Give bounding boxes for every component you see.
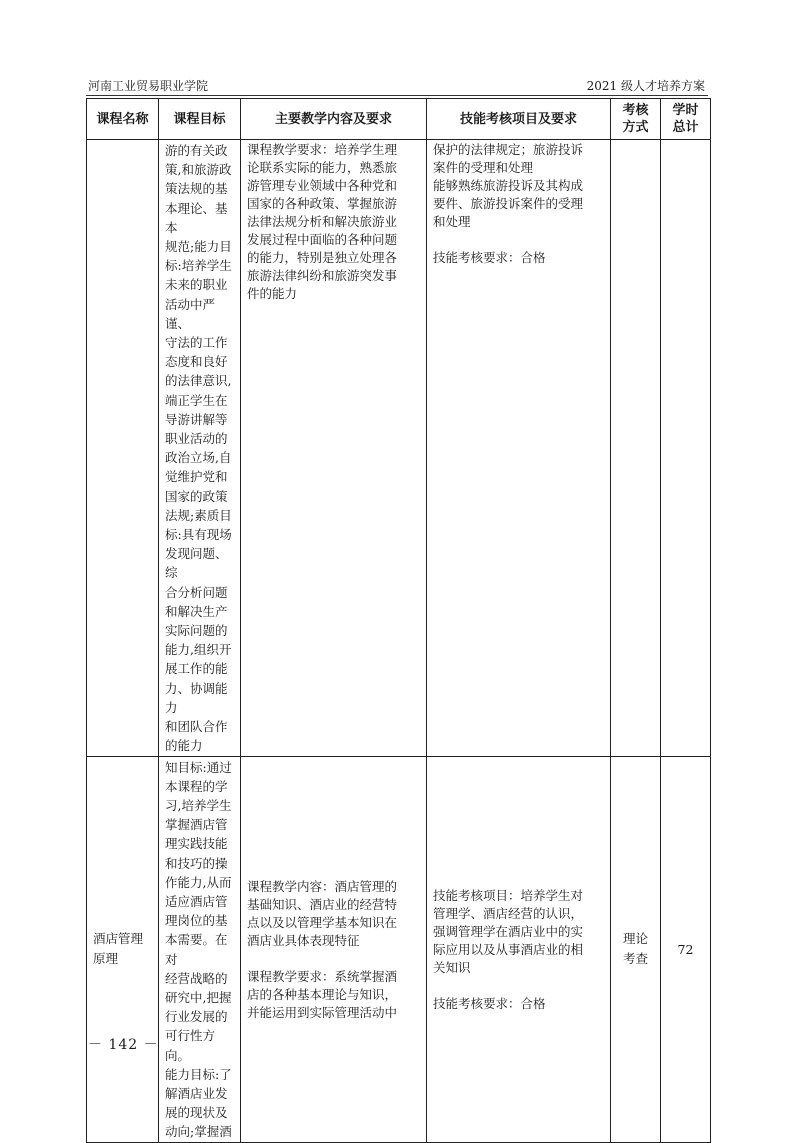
- course-name: 酒店管理 原理: [93, 931, 144, 967]
- header-divider: [86, 95, 708, 96]
- col-header-assessment-method: 考核 方式: [611, 99, 661, 140]
- col-header-total-hours: 学时 总计: [661, 99, 711, 140]
- col-header-teaching-content: 主要教学内容及要求: [241, 99, 427, 140]
- header-plan-title: 2021 级人才培养方案: [586, 79, 705, 93]
- table-header-row: [87, 99, 711, 140]
- teaching-content-cell: [241, 140, 427, 757]
- teaching-content-cell: [241, 756, 427, 1142]
- table-row: [87, 140, 711, 757]
- curriculum-table: [86, 98, 711, 1143]
- col-header-course-goal: 课程目标: [159, 99, 241, 140]
- total-hours-cell: [661, 140, 711, 757]
- page-number: － 142 －: [88, 1037, 159, 1053]
- skill-assessment-text: 技能考核项目：培养学生对 管理学、酒店经营的认识， 强调管理学在酒店业中的实 际应用以及从事酒店业的相 关知识 技能考核要求：合格: [433, 887, 584, 1011]
- skill-assessment-cell: [427, 140, 611, 757]
- assessment-method: 理论 考查: [622, 931, 648, 967]
- course-goal-cell: [159, 140, 241, 757]
- col-header-course-name: 课程名称: [87, 99, 159, 140]
- skill-assessment-text: 保护的法律规定；旅游投诉 案件的受理和处理 能够熟练旅游投诉及其构成 要件、旅游投诉案件的受理 和处理 技能考核要求：合格: [433, 142, 584, 265]
- total-hours-cell: [661, 756, 711, 1142]
- skill-assessment-cell: [427, 756, 611, 1142]
- course-name-cell: [87, 756, 159, 1142]
- course-goal-text: 游的有关政 策,和旅游政 策法规的基 本理论、基本 规范;能力目 标:培养学生 未来的职业 活动中严谨、 守法的工作 态度和良好 的法律意识, 端正学生在 导游讲解等 职业活动的 政治立场,自 觉维护党和 国家的政策 法规;素质目 标:具有现场 发现问题、综 合分析问题 和解决生产 实际问题的 能力,组织开 展工作的能 力、协调能力 和团队合作 的能力: [165, 143, 232, 754]
- total-hours: 72: [677, 941, 694, 957]
- course-goal-text: 知目标:通过 本课程的学 习,培养学生 掌握酒店管 理实践技能 和技巧的操 作能力,从而 适应酒店管 理岗位的基 本需要。在对 经营战略的 研究中,把握 行业发展的 可行性方向。 能力目标:了 解酒店业发 展的现状及 动向;掌握酒: [165, 759, 232, 1140]
- assessment-method-cell: [611, 756, 661, 1142]
- course-name-cell: [87, 140, 159, 757]
- teaching-content-text: 课程教学内容：酒店管理的 基础知识、酒店业的经营特 点以及以管理学基本知识在 酒店业具体表现特征 课程教学要求：系统掌握酒 店的各种基本理论与知识， 并能运用到实际管理活动中: [247, 878, 398, 1020]
- header-school: 河南工业贸易职业学院: [88, 79, 209, 93]
- assessment-method-cell: [611, 140, 661, 757]
- table-row: [87, 756, 711, 1142]
- teaching-content-text: 课程教学要求：培养学生理 论联系实际的能力，熟悉旅 游管理专业领域中各种党和 国家的各种政策、掌握旅游 法律法规分析和解决旅游业 发展过程中面临的各种问题 的能力，特别是独立处理各 旅游法律纠纷和旅游突发事 件的能力: [247, 142, 398, 301]
- course-goal-cell: [159, 756, 241, 1142]
- col-header-skill-assessment: 技能考核项目及要求: [427, 99, 611, 140]
